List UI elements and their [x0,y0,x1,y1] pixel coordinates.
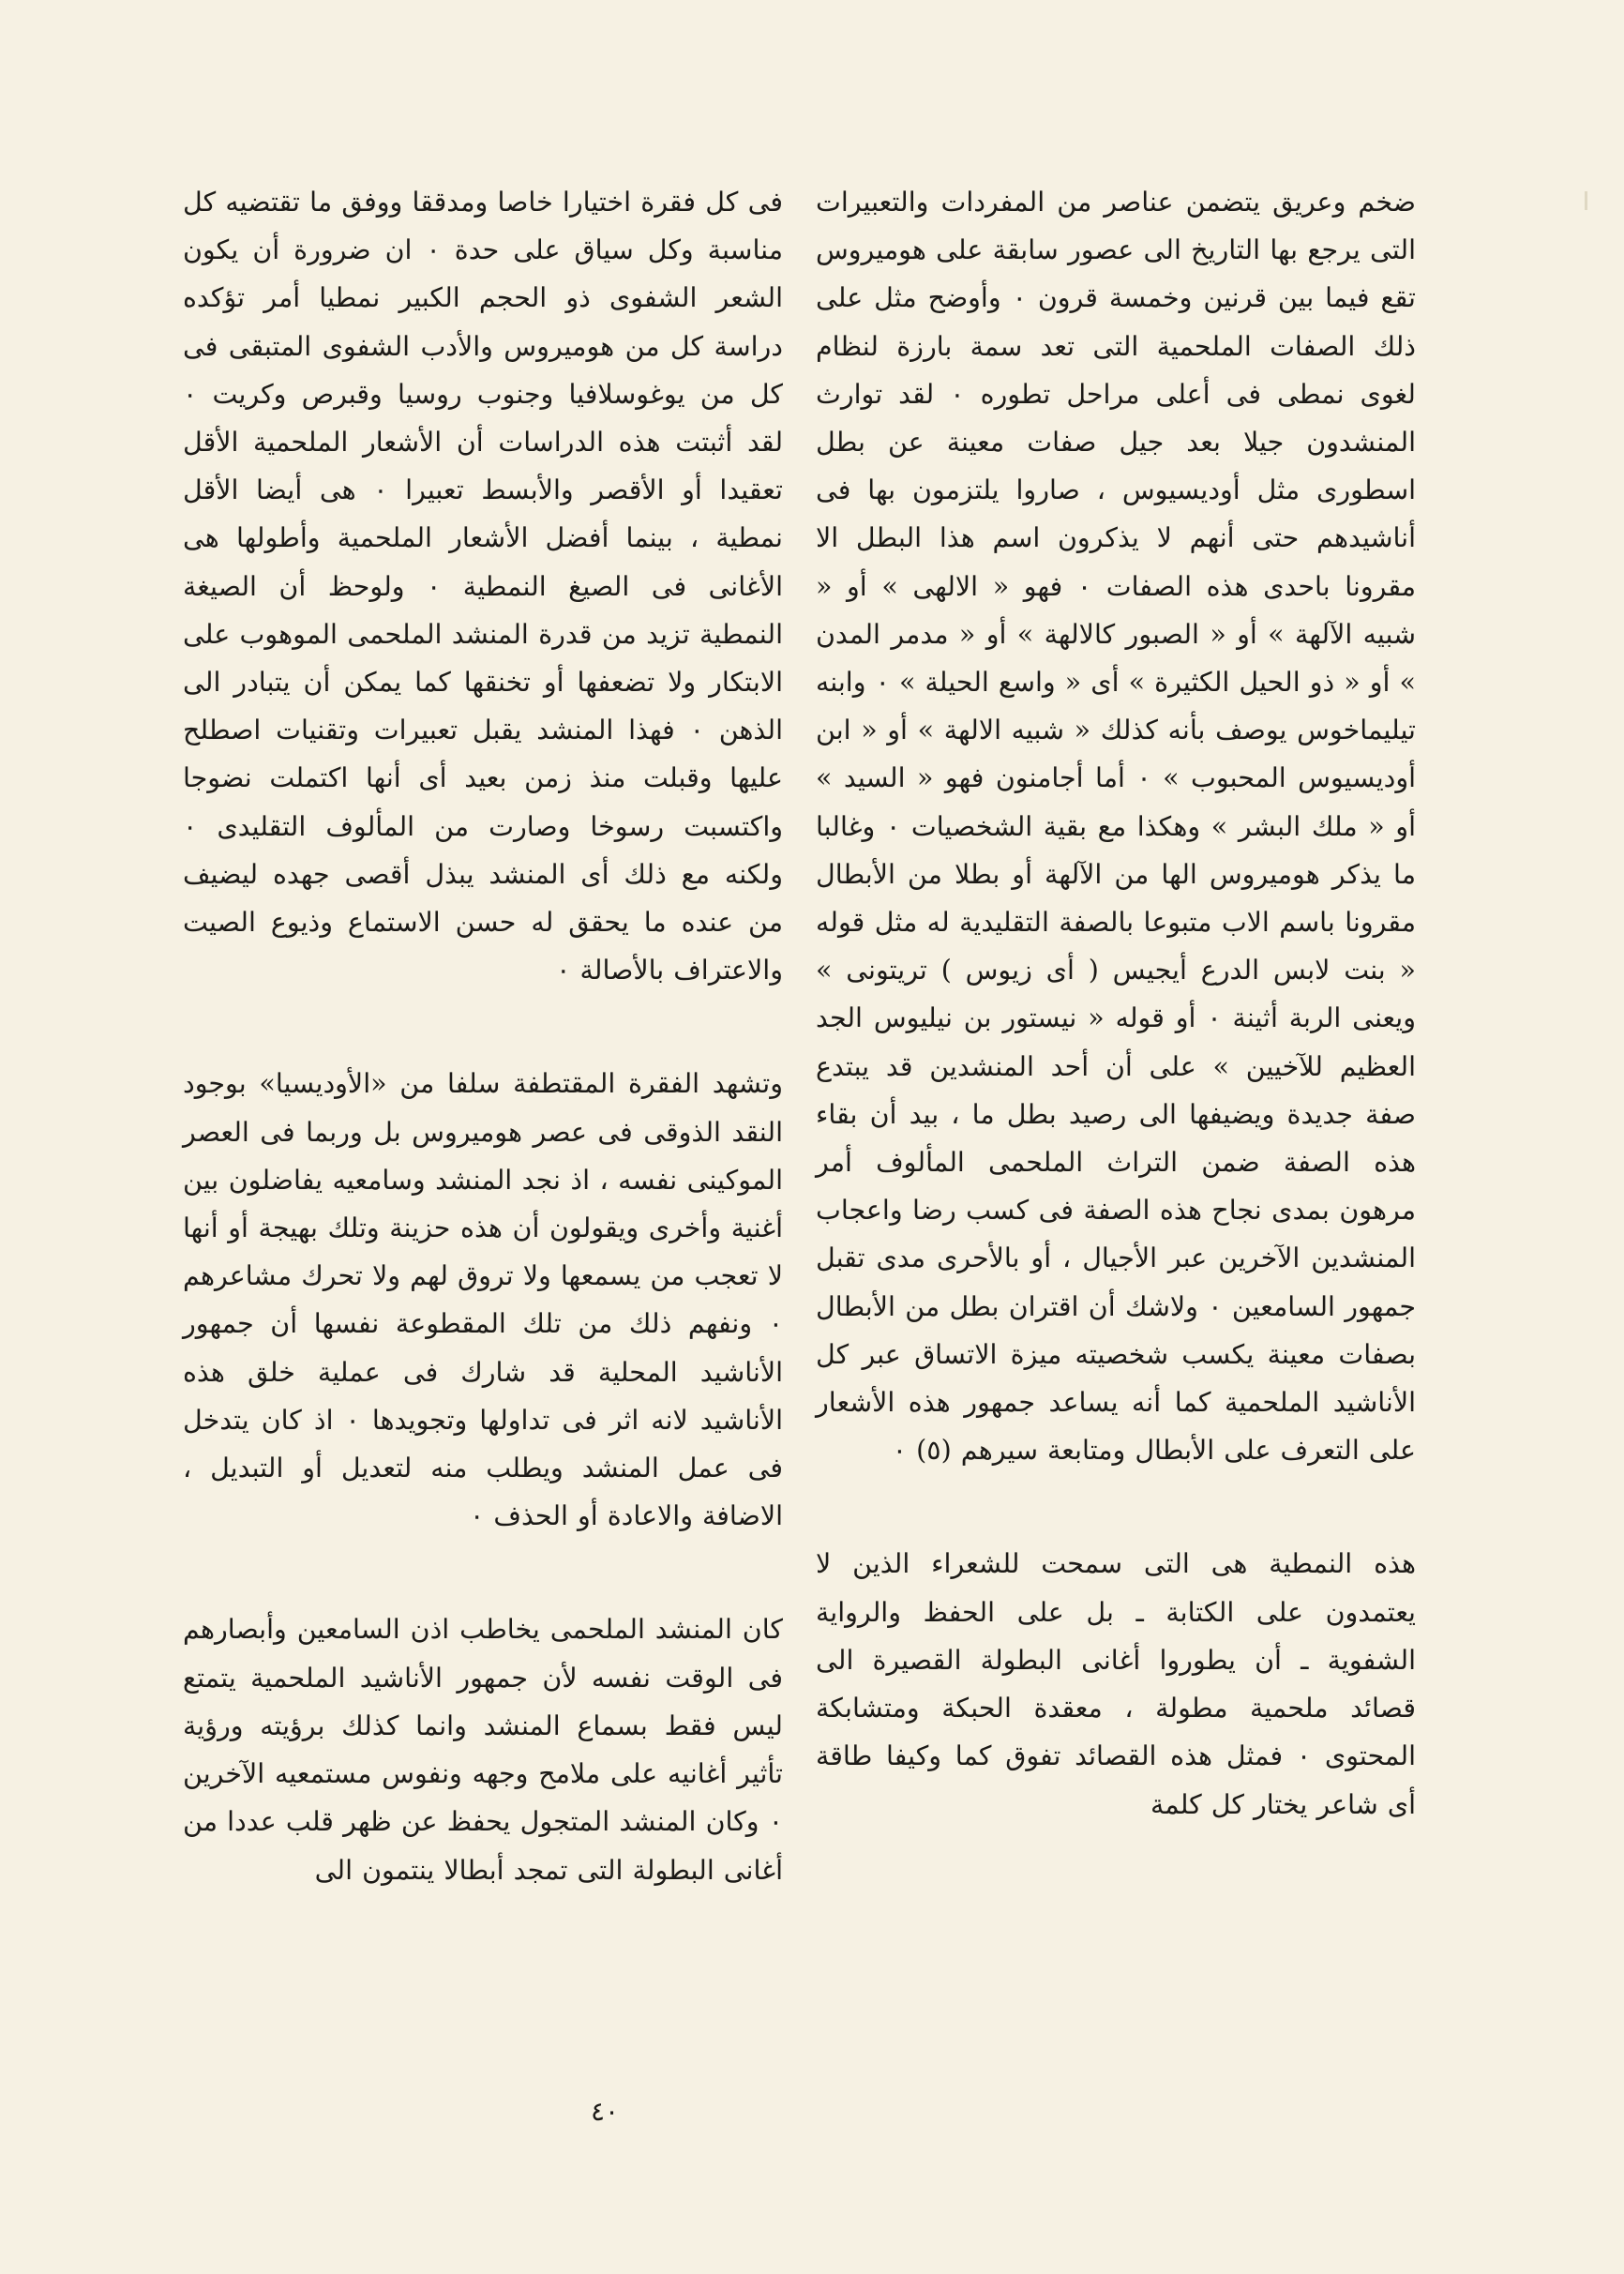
left-margin-mark [1585,191,1587,210]
page-number: ٤٠ [591,2096,620,2127]
left-column-paragraph-1: فى كل فقرة اختيارا خاصا ومدققا ووفق ما تقتضيه كل مناسبة وكل سياق على حدة ٠ ان ضرورة أن يكون الشعر الشفوى ذو الحجم الكبير نمطيا أمر تؤكده دراسة كل من هوميروس والأدب الشفوى المتبقى فى كل من يوغوسلافيا وجنوب روسيا وقبرص وكريت ٠ لقد أثبتت هذه الدراسات أن الأشعار الملحمية الأقل تعقيدا أو الأقصر والأبسط تعبيرا ٠ هى أيضا الأقل نمطية ، بينما أفضل الأشعار الملحمية وأطولها هى الأغانى فى الصيغ النمطية ٠ ولوحظ أن الصيغة النمطية تزيد من قدرة المنشد الملحمى الموهوب على الابتكار ولا تضعفها أو تخنقها كما يمكن أن يتبادر الى الذهن ٠ فهذا المنشد يقبل تعبيرات وتقنيات اصطلح عليها وقبلت منذ زمن بعيد أى أنها اكتملت نضوجا واكتسبت رسوخا وصارت من المألوف التقليدى ٠ ولكنه مع ذلك أى المنشد يبذل أقصى جهده ليضيف من عنده ما يحقق له حسن الاستماع وذيوع الصيت والاعتراف بالأصالة ٠ [183,187,784,986]
left-column-paragraph-2: وتشهد الفقرة المقتطفة سلفا من «الأوديسيا» بوجود النقد الذوقى فى عصر هوميروس بل وربما فى العصر الموكينى نفسه ، اذ نجد المنشد وسامعيه يفاضلون بين أغنية وأخرى ويقولون أن هذه حزينة وتلك بهيجة أو أنها لا تعجب من يسمعها ولا تروق لهم ولا تحرك مشاعرهم ٠ ونفهم ذلك من تلك المقطوعة نفسها أن جمهور الأناشيد المحلية قد شارك فى عملية خلق هذه الأناشيد لانه اثر فى تداولها وتجويدها ٠ اذ كان يتدخل فى عمل المنشد ويطلب منه لتعديل أو التبديل ، الاضافة والاعادة أو الحذف ٠ [183,1068,784,1532]
paragraph-gap [816,1474,1416,1540]
paragraph-gap [183,1540,783,1605]
paragraph-gap [183,994,783,1060]
right-column-paragraph-1: ضخم وعريق يتضمن عناصر من المفردات والتعبيرات التى يرجع بها التاريخ الى عصور سابقة على هوميروس تقع فيما بين قرنين وخمسة قرون ٠ وأوضح مثل على ذلك الصفات الملحمية التى تعد سمة بارزة لنظام لغوى نمطى فى أعلى مراحل تطوره ٠ لقد توارث المنشدون جيلا بعد جيل صفات معينة عن بطل اسطورى مثل أوديسيوس ، صاروا يلتزمون بها فى أناشيدهم حتى أنهم لا يذكرون اسم هذا البطل الا مقرونا باحدى هذه الصفات ٠ فهو « الالهى » أو « شبيه الآلهة » أو « الصبور كالالهة » أو « مدمر المدن » أو « ذو الحيل الكثيرة » أى « واسع الحيلة » ٠ وابنه تيليماخوس يوصف بأنه كذلك « شبيه الالهة » أو « ابن أوديسيوس المحبوب » ٠ أما أجامنون فهو « السيد » أو « ملك البشر » وهكذا مع بقية الشخصيات ٠ وغالبا ما يذكر هوميروس الها من الآلهة أو بطلا من الأبطال مقرونا باسم الاب متبوعا بالصفة التقليدية له مثل قوله « بنت لابس الدرع أيجيس ( أى زيوس ) تريتونى » ويعنى الربة أثينة ٠ أو قوله « نيستور بن نيليوس الجد العظيم للآخيين » على أن أحد المنشدين قد يبتدع صفة جديدة ويضيفها الى رصيد بطل ما ، بيد أن بقاء هذه الصفة ضمن التراث الملحمى المألوف أمر مرهون بمدى نجاح هذه الصفة فى كسب رضا واعجاب المنشدين الآخرين عبر الأجيال ، أو بالأحرى مدى تقبل جمهور السامعين ٠ ولاشك أن اقتران بطل من الأبطال بصفات معينة يكسب شخصيته ميزة الاتساق عبر كل الأناشيد الملحمية كما أنه يساعد جمهور هذه الأشعار على التعرف على الأبطال ومتابعة سيرهم (٥) ٠ [816,187,1417,1467]
left-text-column [183,178,783,1894]
right-column-paragraph-2: هذه النمطية هى التى سمحت للشعراء الذين لا يعتمدون على الكتابة ـ بل على الحفظ والرواية الشفوية ـ أن يطوروا أغانى البطولة القصيرة الى قصائد ملحمية مطولة ، معقدة الحبكة ومتشابكة المحتوى ٠ فمثل هذه القصائد تفوق كما وكيفا طاقة أى شاعر يختار كل كلمة [816,1548,1416,1820]
left-column-paragraph-3: كان المنشد الملحمى يخاطب اذن السامعين وأبصارهم فى الوقت نفسه لأن جمهور الأناشيد الملحمية يتمتع ليس فقط بسماع المنشد وانما كذلك برؤيته ورؤية تأثير أغانيه على ملامح وجهه ونفوس مستمعيه الآخرين ٠ وكان المنشد المتجول يحفظ عن ظهر قلب عددا من أغانى البطولة التى تمجد أبطالا ينتمون الى [183,1614,783,1886]
right-text-column [816,178,1416,1829]
